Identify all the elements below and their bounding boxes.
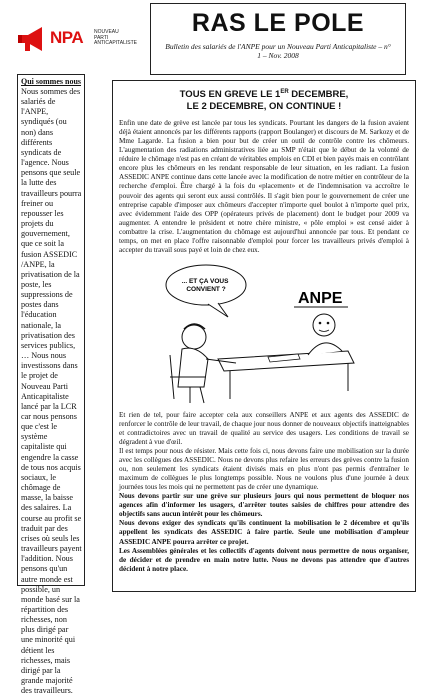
article-paragraph-resist: Il est temps pour nous de résister. Mais cette fois ci, nous devons faire une mobilisation sur la durée avec les collègues des ASSEDIC. Nous ne devons plus refaire les erreurs des grèves contre la fusion ou, non seulement les syndicats étaient divisés mais en plus n'ont pas permis d'entraîner le maximum de collègues le plus longtemps possible. Nous ne voulons plus d'une journée à deux journées tous les mois qui ne permettent pas de créer une dynamique. [119,447,409,492]
newsletter-title: RAS LE POLE [191,9,365,37]
logo-wordmark: NPA [50,28,84,47]
article-paragraph-demands: Nous devons exiger des syndicats qu'ils continuent la mobilisation le 2 décembre et qu'ils appellent les syndicats des ASSEDIC à faire partie. Seule une mobilisation d'ampleur ASSEDIC ANPE pourra arrêter ce projet. [119,519,409,546]
cartoon-bubble-text [182,278,231,293]
article-paragraph-conditions: Et rien de tel, pour faire accepter cela aux conseillers ANPE et aux agents des ASSEDIC de renforcer le contrôle de leur travail, de chaque jour nous donner de nouveaux objectifs inatteignables et contradictoires avec un travail de qualité au service des usagers. Les conditions de travail se dégradent à vue d'œil. [119,410,409,446]
cartoon-bubble-line2: CONVIENT ? [186,285,226,293]
main-article [112,80,416,592]
logo-subtitle: NOUVEAU PARTI ANTICAPITALISTE [94,29,137,46]
cartoon-bubble-line1: ... ET ÇA VOUS [181,277,229,285]
cartoon-sign-text: ANPE [298,289,343,307]
masthead [150,3,406,75]
megaphone-icon [16,24,50,54]
article-paragraph-assemblies: Les Assemblées générales et les collectifs d'agents doivent nous permettre de nous organiser, de décider et de prendre en main notre lutte. Nous ne devons pas attendre que d'autres décident à notre place. [119,546,409,573]
about-us-sidebar [17,74,85,696]
npa-logo [16,24,136,64]
article-paragraph-strike: Nous devons partir sur une grève sur plusieurs jours qui nous permettent de bloquer nos agences afin d'informer les usagers, d'arrêter toutes saisies de chiffres pour attendre des objectifs sans aucun intérêt pour les chômeurs. [119,492,409,519]
article-headline: TOUS EN GREVE LE 1ER DECEMBRE, LE 2 DECEMBRE, ON CONTINUE ! [179,89,349,113]
anpe-cartoon-illustration [148,259,380,405]
article-paragraph-intro: Enfin une date de grève est lancée par tous les syndicats. Pourtant les dangers de la fusion avaient déjà étaient annoncés par les différents rapports (rapport Boulanger) et discours de M. Sarkozy et de Mme Lagarde. La fusion a bien pour but de créer un outil de contrôle contre les chômeurs. L'augmentation des radiations administratives liée au SMP n'était que le début de la volonté de réduire le chômage n'est pas en créant de véritables emplois en CDI et bien payés mais en contrôlant encore plus les chômeurs en les rendant responsable de leur situation, en les radiant. La fusion ASSEDIC ANPE continue dans cette lancée avec la modification de notre métier en contrôleur de la recherche d'emploi. Être chargé à la fois du «placement» et de l'indemnisation va accroître le pouvoir des agents qui seront eux aussi contrôlés. Il s'agit bien pour le gouvernement de créer une entreprise capable d'imposer aux chômeurs d'accepter n'importe quel boulot à n'importe quel prix, avec évidemment l'aide des OPP (opérateurs privés de placement) dont le budget pour 2009 va augmenter. A entendre le président et notre chère ministre, « pôle emploi » est censé aider à combattre la crise. L'augmentation du chômage est aujourd'hui annoncée par tous. Et pendant ce temps, on met en place l'offre raisonnable d'emploi pour forcer les travailleurs privés d'emploi à accepter du travail sous payé et loin de chez eux. [119,119,409,254]
newsletter-subtitle: Bulletin des salariés de l'ANPE pour un Nouveau Parti Anticapitaliste – n° 1 – Nov. 2008 [165,42,391,60]
sidebar-heading: Qui sommes nous [21,77,82,86]
sidebar-body: Nous sommes des salariés de l'ANPE, syndiqués (ou non) dans différents syndicats de l'agence. Nous pensons que seule la lutte des travailleurs pourra freiner ou repousser les projets du gouvernement, que ce soit la fusion ASSEDIC /ANPE, la privatisation de la poste, les suppressions de postes dans l'éducation nationale, la privatisation des services publics, … Nous nous investissons dans le projet de Nouveau Parti Anticapitaliste lancé par la LCR car nous pensons que c'est le système capitaliste qui engendre la casse de tous nos acquis sociaux, le chômage de masse, la baisse des salaires. La course au profit se traduit par des crises où seuls les travailleurs payent l'addition. Nous pensons qu'un autre monde est possible, un monde basé sur la répartition des richesses, non plus dirigé par une minorité qui détient les richesses, mais dirigé par la grande majorité des travailleurs. [21,87,82,696]
